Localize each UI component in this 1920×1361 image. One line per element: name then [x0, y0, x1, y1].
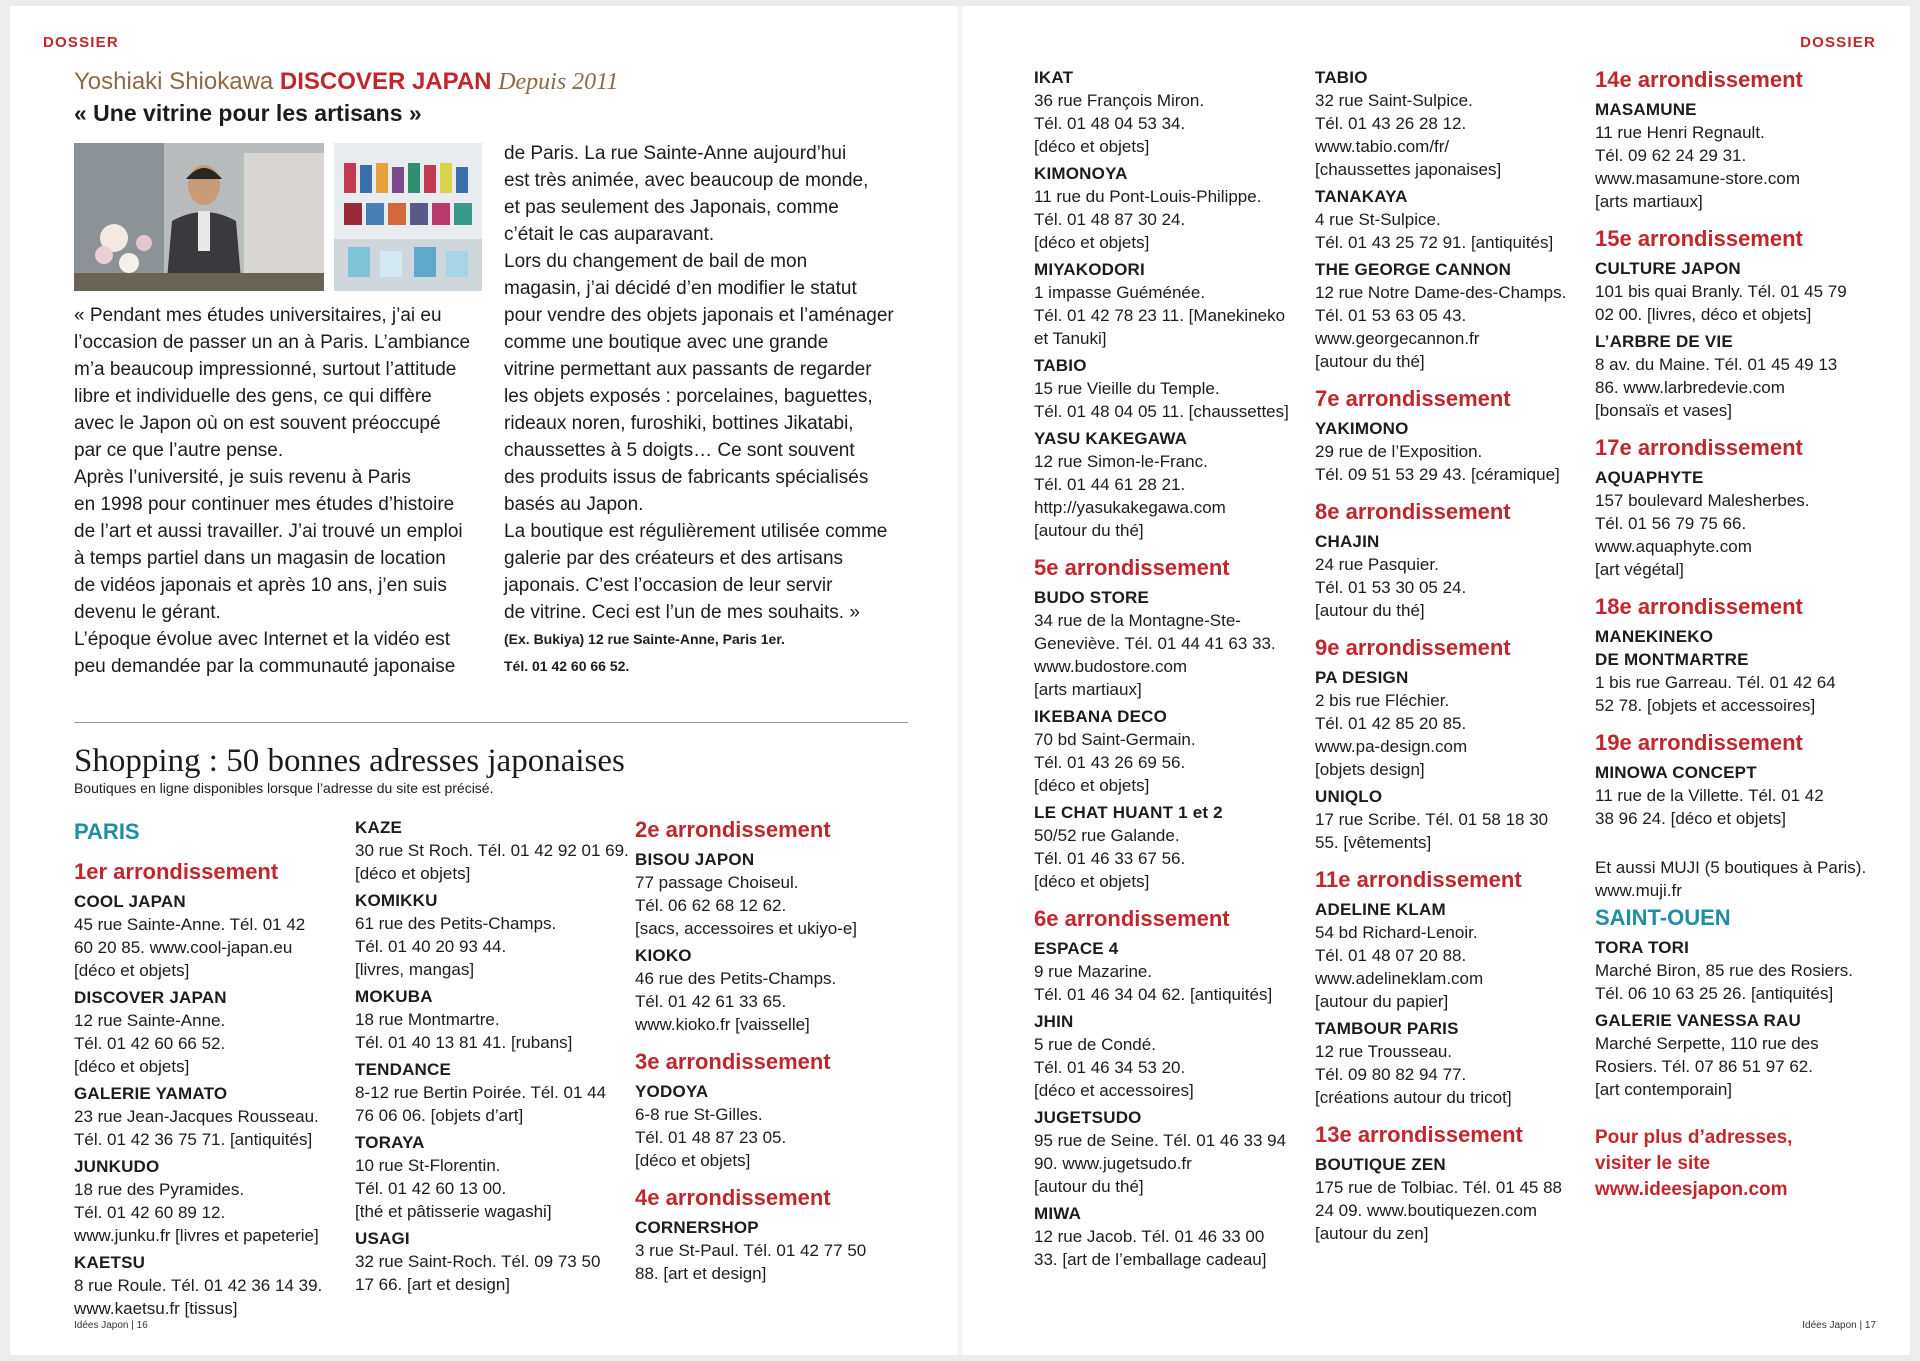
shop-detail-line: Tél. 01 48 04 05 11. [chaussettes]: [1034, 402, 1289, 421]
arrondissement-heading: 19e arrondissement: [1595, 730, 1803, 755]
arrondissement-heading: 18e arrondissement: [1595, 594, 1803, 619]
shop-detail-line: 18 rue Montmartre.: [355, 1010, 500, 1029]
article-line: à temps partiel dans un magasin de location: [74, 548, 446, 569]
shop-detail-line: 77 passage Choiseul.: [635, 873, 799, 892]
shop-name: TANAKAYA: [1315, 187, 1408, 206]
shop-detail-line: Tél. 01 46 33 67 56.: [1034, 849, 1186, 868]
shop-detail-line: 1 bis rue Garreau. Tél. 01 42 64: [1595, 673, 1836, 692]
shop-detail-line: http://yasukakegawa.com: [1034, 498, 1226, 517]
article-line: devenu le gérant.: [74, 602, 221, 623]
directory-column-2: [355, 816, 635, 1296]
shop-name: KIOKO: [635, 946, 692, 965]
shop-name: KIMONOYA: [1034, 164, 1128, 183]
shop-detail-line: 3 rue St-Paul. Tél. 01 42 77 50: [635, 1241, 867, 1260]
city-heading: SAINT-OUEN: [1595, 905, 1731, 930]
shop-detail-line: [sacs, accessoires et ukiyo-e]: [635, 919, 858, 938]
shop-detail-line: 8-12 rue Bertin Poirée. Tél. 01 44: [355, 1083, 607, 1102]
photo-shop-owner: [74, 143, 324, 291]
shop-name: CULTURE JAPON: [1595, 259, 1741, 278]
shop-detail-line: 12 rue Notre Dame-des-Champs.: [1315, 283, 1567, 302]
shop-detail-line: 61 rue des Petits-Champs.: [355, 914, 557, 933]
shop-detail-line: 11 rue Henri Regnault.: [1595, 123, 1765, 142]
shop-detail-line: Tél. 09 62 24 29 31.: [1595, 146, 1747, 165]
article-line: japonais. C’est l’occasion de leur servir: [504, 575, 833, 596]
dossier-label-right: DOSSIER: [1800, 34, 1876, 51]
shop-name: DE MONTMARTRE: [1595, 650, 1749, 669]
more-addresses-line: www.ideesjapon.com: [1595, 1179, 1788, 1200]
shop-detail-line: 101 bis quai Branly. Tél. 01 45 79: [1595, 282, 1847, 301]
shop-detail-line: 15 rue Vieille du Temple.: [1034, 379, 1220, 398]
shop-detail-line: 33. [art de l’emballage cadeau]: [1034, 1250, 1267, 1269]
shop-detail-line: 88. [art et design]: [635, 1264, 767, 1283]
shop-detail-line: www.kioko.fr [vaisselle]: [635, 1015, 810, 1034]
article-line: galerie par des créateurs et des artisans: [504, 548, 844, 569]
shop-name: MINOWA CONCEPT: [1595, 763, 1757, 782]
article-line: libre et individuelle des gens, ce qui diffère: [74, 386, 432, 407]
shop-detail-line: [arts martiaux]: [1595, 192, 1703, 211]
author-name: Yoshiaki Shiokawa: [74, 68, 274, 95]
shop-name: IKAT: [1034, 68, 1074, 87]
arrondissement-heading: 2e arrondissement: [635, 817, 831, 842]
shop-name: AQUAPHYTE: [1595, 468, 1704, 487]
article-line: de l’art et aussi travailler. J’ai trouvé un emploi: [74, 521, 463, 542]
arrondissement-heading: 6e arrondissement: [1034, 906, 1230, 931]
shop-detail-line: 2 bis rue Fléchier.: [1315, 691, 1450, 710]
shop-detail-line: [déco et objets]: [74, 961, 190, 980]
shop-name: TORA TORI: [1595, 938, 1690, 957]
shop-detail-line: Tél. 01 53 63 05 43.: [1315, 306, 1467, 325]
magazine-spread: [10, 6, 1910, 1355]
shop-detail-line: www.tabio.com/fr/: [1315, 137, 1450, 156]
shop-footnote-address: (Ex. Bukiya) 12 rue Sainte-Anne, Paris 1er.: [504, 631, 785, 647]
shop-detail-line: Tél. 01 40 20 93 44.: [355, 937, 507, 956]
shop-detail-line: 95 rue de Seine. Tél. 01 46 33 94: [1034, 1131, 1287, 1150]
shop-detail-line: www.pa-design.com: [1315, 737, 1468, 756]
shop-detail-line: 38 96 24. [déco et objets]: [1595, 809, 1786, 828]
shop-name: THE GEORGE CANNON: [1315, 260, 1512, 279]
shop-detail-line: [déco et objets]: [1034, 776, 1150, 795]
shop-name: L’ARBRE DE VIE: [1595, 332, 1733, 351]
shop-detail-line: [autour du thé]: [1315, 352, 1425, 371]
shop-detail-line: 12 rue Sainte-Anne.: [74, 1011, 226, 1030]
shop-detail-line: 76 06 06. [objets d’art]: [355, 1106, 524, 1125]
article-line: vitrine permettant aux passants de regarder: [504, 359, 872, 380]
more-addresses-note: [1595, 1125, 1875, 1203]
article-quote: « Une vitrine pour les artisans »: [74, 100, 422, 126]
shop-detail-line: www.junku.fr [livres et papeterie]: [74, 1226, 319, 1245]
shop-detail-line: Tél. 01 42 60 89 12.: [74, 1203, 226, 1222]
shop-name: BOUTIQUE ZEN: [1315, 1155, 1446, 1174]
left-page: [10, 6, 960, 1355]
shop-footnote-phone: Tél. 01 42 60 66 52.: [504, 658, 630, 674]
shop-owner-illustration: [74, 143, 324, 291]
shop-detail-line: et Tanuki]: [1034, 329, 1107, 348]
article-line: peu demandée par la communauté japonaise: [74, 656, 456, 677]
shop-detail-line: 11 rue de la Villette. Tél. 01 42: [1595, 786, 1824, 805]
shop-detail-line: [art végétal]: [1595, 560, 1684, 579]
article-line: « Pendant mes études universitaires, j’ai eu: [74, 305, 442, 326]
directory-column-1: [74, 816, 344, 1320]
arrondissement-heading: 15e arrondissement: [1595, 226, 1803, 251]
shop-detail-line: 12 rue Jacob. Tél. 01 46 33 00: [1034, 1227, 1265, 1246]
shop-name: PA DESIGN: [1315, 668, 1409, 687]
shop-name: TABIO: [1315, 68, 1368, 87]
shopping-title: Shopping : 50 bonnes adresses japonaises: [74, 743, 625, 779]
shop-detail-line: 11 rue du Pont-Louis-Philippe.: [1034, 187, 1262, 206]
arrondissement-heading: 7e arrondissement: [1315, 386, 1511, 411]
shop-name: ESPACE 4: [1034, 939, 1119, 958]
shop-name: JUNKUDO: [74, 1157, 160, 1176]
shop-detail-line: Tél. 06 62 68 12 62.: [635, 896, 787, 915]
arrondissement-heading: 5e arrondissement: [1034, 555, 1230, 580]
article-title: [74, 68, 618, 96]
shop-detail-line: [créations autour du tricot]: [1315, 1088, 1512, 1107]
arrondissement-heading: 11e arrondissement: [1315, 867, 1522, 892]
article-line: par ce que l’autre pense.: [74, 440, 284, 461]
arrondissement-heading: 4e arrondissement: [635, 1185, 831, 1210]
shop-name: TAMBOUR PARIS: [1315, 1019, 1459, 1038]
shop-detail-line: [autour du thé]: [1315, 601, 1425, 620]
photo-shop-interior: [334, 143, 482, 291]
shop-name: CHAJIN: [1315, 532, 1380, 551]
arrondissement-heading: 13e arrondissement: [1315, 1122, 1523, 1147]
page-footer-left: Idées Japon | 16: [74, 1320, 148, 1331]
article-line: basés au Japon.: [504, 494, 644, 515]
article-line: est très animée, avec beaucoup de monde,: [504, 170, 869, 191]
shop-detail-line: 8 av. du Maine. Tél. 01 45 49 13: [1595, 355, 1838, 374]
shop-detail-line: Tél. 01 46 34 04 62. [antiquités]: [1034, 985, 1273, 1004]
shop-detail-line: [livres, mangas]: [355, 960, 475, 979]
shop-detail-line: [autour du thé]: [1034, 521, 1144, 540]
shop-detail-line: [déco et objets]: [1034, 137, 1150, 156]
shop-name: MIYAKODORI: [1034, 260, 1145, 279]
shop-name: CORNERSHOP: [635, 1218, 759, 1237]
article-line: Lors du changement de bail de mon: [504, 251, 808, 272]
shop-detail-line: 24 09. www.boutiquezen.com: [1315, 1201, 1538, 1220]
article-line: L’époque évolue avec Internet et la vidéo est: [74, 629, 451, 650]
article-line: c’était le cas auparavant.: [504, 224, 715, 245]
directory-column-5: [1315, 66, 1585, 1245]
shop-detail-line: Tél. 01 42 85 20 85.: [1315, 714, 1467, 733]
shop-detail-line: www.budostore.com: [1034, 657, 1188, 676]
article-line: de Paris. La rue Sainte-Anne aujourd’hui: [504, 143, 847, 164]
arrondissement-heading: 1er arrondissement: [74, 859, 279, 884]
shop-detail-line: 17 66. [art et design]: [355, 1275, 510, 1294]
article-line: chaussettes à 5 doigts… Ce sont souvent: [504, 440, 855, 461]
shop-name: COOL JAPAN: [74, 892, 186, 911]
article-line: La boutique est régulièrement utilisée comme: [504, 521, 888, 542]
shop-detail-line: 34 rue de la Montagne-Ste-: [1034, 611, 1241, 630]
shop-name: GALERIE YAMATO: [74, 1084, 228, 1103]
shop-detail-line: Tél. 01 40 13 81 41. [rubans]: [355, 1033, 573, 1052]
shop-detail-line: Tél. 01 42 60 13 00.: [355, 1179, 507, 1198]
article-line: de vitrine. Ceci est l’un de mes souhaits. »: [504, 602, 860, 623]
shop-detail-line: Tél. 01 43 26 69 56.: [1034, 753, 1186, 772]
shop-detail-line: Marché Serpette, 110 rue des: [1595, 1034, 1819, 1053]
article-line: des produits issus de fabricants spécialisés: [504, 467, 869, 488]
shop-detail-line: [chaussettes japonaises]: [1315, 160, 1502, 179]
shop-detail-line: www.kaetsu.fr [tissus]: [74, 1299, 238, 1318]
article-line: et pas seulement des Japonais, comme: [504, 197, 839, 218]
shop-detail-line: 12 rue Trousseau.: [1315, 1042, 1453, 1061]
article-line: comme une boutique avec une grande: [504, 332, 829, 353]
shop-name: ADELINE KLAM: [1315, 900, 1446, 919]
shop-detail-line: 24 rue Pasquier.: [1315, 555, 1439, 574]
shop-name: KAETSU: [74, 1253, 146, 1272]
shop-detail-line: Tél. 01 44 61 28 21.: [1034, 475, 1186, 494]
shop-detail-line: 32 rue Saint-Roch. Tél. 09 73 50: [355, 1252, 601, 1271]
shop-detail-line: Tél. 01 42 36 75 71. [antiquités]: [74, 1130, 313, 1149]
shop-detail-line: [autour du zen]: [1315, 1224, 1429, 1243]
also-note-line: Et aussi MUJI (5 boutiques à Paris).: [1595, 858, 1867, 877]
shop-detail-line: Tél. 01 42 61 33 65.: [635, 992, 787, 1011]
shop-detail-line: [déco et objets]: [1034, 872, 1150, 891]
arrondissement-heading: 3e arrondissement: [635, 1049, 831, 1074]
shop-name: IKEBANA DECO: [1034, 707, 1168, 726]
section-divider: [74, 722, 908, 723]
more-addresses-line: Pour plus d’adresses,: [1595, 1127, 1793, 1148]
shop-name: DISCOVER JAPAN: [74, 988, 227, 1007]
shop-detail-line: Tél. 01 46 34 53 20.: [1034, 1058, 1186, 1077]
shop-name: MANEKINEKO: [1595, 627, 1714, 646]
shop-detail-line: Rosiers. Tél. 07 86 51 97 62.: [1595, 1057, 1813, 1076]
shop-detail-line: [déco et objets]: [355, 864, 471, 883]
dossier-label-left: DOSSIER: [43, 34, 119, 51]
shop-detail-line: Tél. 01 48 87 30 24.: [1034, 210, 1186, 229]
shop-detail-line: [déco et objets]: [635, 1151, 751, 1170]
article-column-2: [504, 140, 924, 680]
article-line: l’occasion de passer un an à Paris. L’ambiance: [74, 332, 471, 353]
page-gutter: [956, 6, 964, 1355]
shop-name: UNIQLO: [1315, 787, 1383, 806]
shop-detail-line: www.georgecannon.fr: [1315, 329, 1480, 348]
article-line: Après l’université, je suis revenu à Paris: [74, 467, 411, 488]
shop-detail-line: 17 rue Scribe. Tél. 01 58 18 30: [1315, 810, 1549, 829]
shop-detail-line: Tél. 09 51 53 29 43. [céramique]: [1315, 465, 1560, 484]
shop-name: TABIO: [1034, 356, 1087, 375]
shop-detail-line: 30 rue St Roch. Tél. 01 42 92 01 69.: [355, 841, 629, 860]
shopping-subtitle: Boutiques en ligne disponibles lorsque l’adresse du site est précisé.: [74, 780, 494, 796]
shop-detail-line: Marché Biron, 85 rue des Rosiers.: [1595, 961, 1853, 980]
shop-detail-line: 175 rue de Tolbiac. Tél. 01 45 88: [1315, 1178, 1562, 1197]
shop-name: GALERIE VANESSA RAU: [1595, 1011, 1801, 1030]
shop-detail-line: 9 rue Mazarine.: [1034, 962, 1153, 981]
shop-detail-line: 50/52 rue Galande.: [1034, 826, 1180, 845]
shop-detail-line: Tél. 01 48 04 53 34.: [1034, 114, 1186, 133]
shop-detail-line: 32 rue Saint-Sulpice.: [1315, 91, 1473, 110]
brand-name: DISCOVER JAPAN: [279, 68, 492, 95]
shop-name: JUGETSUDO: [1034, 1108, 1142, 1127]
also-note-line: www.muji.fr: [1595, 881, 1682, 900]
more-addresses-line: visiter le site: [1595, 1153, 1711, 1174]
shop-detail-line: 23 rue Jean-Jacques Rousseau.: [74, 1107, 319, 1126]
shop-detail-line: [déco et objets]: [1034, 233, 1150, 252]
shop-name: MOKUBA: [355, 987, 433, 1006]
shop-name: MASAMUNE: [1595, 100, 1697, 119]
shop-name: KAZE: [355, 818, 403, 837]
directory-column-6: [1595, 66, 1875, 1203]
shop-detail-line: 1 impasse Guéménée.: [1034, 283, 1206, 302]
article-column-1: [74, 302, 494, 680]
shop-detail-line: 18 rue des Pyramides.: [74, 1180, 245, 1199]
shop-name: YAKIMONO: [1315, 419, 1409, 438]
since-date: Depuis 2011: [498, 69, 619, 95]
directory-column-3: [635, 816, 920, 1285]
shop-detail-line: [art contemporain]: [1595, 1080, 1733, 1099]
shop-detail-line: 45 rue Sainte-Anne. Tél. 01 42: [74, 915, 306, 934]
shop-detail-line: [déco et objets]: [74, 1057, 190, 1076]
shop-name: YASU KAKEGAWA: [1034, 429, 1188, 448]
shop-detail-line: [déco et accessoires]: [1034, 1081, 1194, 1100]
shop-detail-line: Tél. 01 42 78 23 11. [Manekineko: [1034, 306, 1286, 325]
shop-name: KOMIKKU: [355, 891, 438, 910]
page-footer-right: Idées Japon | 17: [1802, 1320, 1876, 1331]
right-page: [960, 6, 1910, 1355]
shop-detail-line: 70 bd Saint-Germain.: [1034, 730, 1196, 749]
shop-detail-line: 60 20 85. www.cool-japan.eu: [74, 938, 293, 957]
shop-detail-line: Tél. 01 42 60 66 52.: [74, 1034, 226, 1053]
article-line: avec le Japon où on est souvent préoccupé: [74, 413, 441, 434]
arrondissement-heading: 14e arrondissement: [1595, 67, 1803, 92]
shop-name: TORAYA: [355, 1133, 425, 1152]
shop-detail-line: Tél. 01 43 25 72 91. [antiquités]: [1315, 233, 1554, 252]
shop-name: YODOYA: [635, 1082, 709, 1101]
shop-detail-line: 157 boulevard Malesherbes.: [1595, 491, 1810, 510]
also-note: [1595, 856, 1875, 902]
shop-detail-line: Tél. 09 80 82 94 77.: [1315, 1065, 1467, 1084]
arrondissement-heading: 8e arrondissement: [1315, 499, 1511, 524]
shop-detail-line: 10 rue St-Florentin.: [355, 1156, 501, 1175]
article-line: pour vendre des objets japonais et l’aménager: [504, 305, 894, 326]
shop-detail-line: [objets design]: [1315, 760, 1425, 779]
shop-detail-line: Tél. 01 48 87 23 05.: [635, 1128, 787, 1147]
shop-detail-line: [autour du papier]: [1315, 992, 1449, 1011]
shop-name: USAGI: [355, 1229, 410, 1248]
article-line: en 1998 pour continuer mes études d’histoire: [74, 494, 455, 515]
shop-detail-line: 36 rue François Miron.: [1034, 91, 1205, 110]
shop-detail-line: 54 bd Richard-Lenoir.: [1315, 923, 1478, 942]
shop-detail-line: Geneviève. Tél. 01 44 41 63 33.: [1034, 634, 1276, 653]
shop-detail-line: 90. www.jugetsudo.fr: [1034, 1154, 1192, 1173]
shop-detail-line: www.aquaphyte.com: [1595, 537, 1752, 556]
shop-detail-line: Tél. 01 43 26 28 12.: [1315, 114, 1467, 133]
shop-detail-line: [thé et pâtisserie wagashi]: [355, 1202, 552, 1221]
shop-name: MIWA: [1034, 1204, 1082, 1223]
shop-detail-line: Tél. 06 10 63 25 26. [antiquités]: [1595, 984, 1834, 1003]
article-line: de vidéos japonais et après 10 ans, j’en suis: [74, 575, 447, 596]
shop-detail-line: www.masamune-store.com: [1595, 169, 1801, 188]
shop-detail-line: Tél. 01 56 79 75 66.: [1595, 514, 1747, 533]
city-heading: PARIS: [74, 819, 140, 844]
shop-detail-line: 6-8 rue St-Gilles.: [635, 1105, 763, 1124]
shop-detail-line: www.adelineklam.com: [1315, 969, 1484, 988]
article-line: m’a beaucoup impressionné, surtout l’attitude: [74, 359, 457, 380]
shop-detail-line: Tél. 01 53 30 05 24.: [1315, 578, 1467, 597]
article-line: rideaux noren, furoshiki, bottines Jikatabi,: [504, 413, 854, 434]
shop-detail-line: 52 78. [objets et accessoires]: [1595, 696, 1816, 715]
article-line: les objets exposés : porcelaines, baguettes,: [504, 386, 873, 407]
shop-name: LE CHAT HUANT 1 et 2: [1034, 803, 1223, 822]
shop-detail-line: 86. www.larbredevie.com: [1595, 378, 1785, 397]
shop-interior-illustration: [334, 143, 482, 291]
shop-detail-line: [bonsaïs et vases]: [1595, 401, 1733, 420]
article-line: magasin, j’ai décidé d’en modifier le statut: [504, 278, 857, 299]
shop-detail-line: [autour du thé]: [1034, 1177, 1144, 1196]
shop-detail-line: 5 rue de Condé.: [1034, 1035, 1156, 1054]
shop-detail-line: 12 rue Simon-le-Franc.: [1034, 452, 1208, 471]
shop-detail-line: 55. [vêtements]: [1315, 833, 1432, 852]
shop-detail-line: 4 rue St-Sulpice.: [1315, 210, 1441, 229]
shop-detail-line: 29 rue de l’Exposition.: [1315, 442, 1483, 461]
arrondissement-heading: 17e arrondissement: [1595, 435, 1803, 460]
shop-detail-line: 8 rue Roule. Tél. 01 42 36 14 39.: [74, 1276, 323, 1295]
shop-name: TENDANCE: [355, 1060, 452, 1079]
shop-name: BUDO STORE: [1034, 588, 1150, 607]
shop-detail-line: 02 00. [livres, déco et objets]: [1595, 305, 1812, 324]
arrondissement-heading: 9e arrondissement: [1315, 635, 1511, 660]
shop-detail-line: [arts martiaux]: [1034, 680, 1142, 699]
directory-column-4: [1034, 66, 1304, 1271]
shop-name: BISOU JAPON: [635, 850, 755, 869]
shop-name: JHIN: [1034, 1012, 1074, 1031]
shop-detail-line: 46 rue des Petits-Champs.: [635, 969, 837, 988]
shop-detail-line: Tél. 01 48 07 20 88.: [1315, 946, 1467, 965]
